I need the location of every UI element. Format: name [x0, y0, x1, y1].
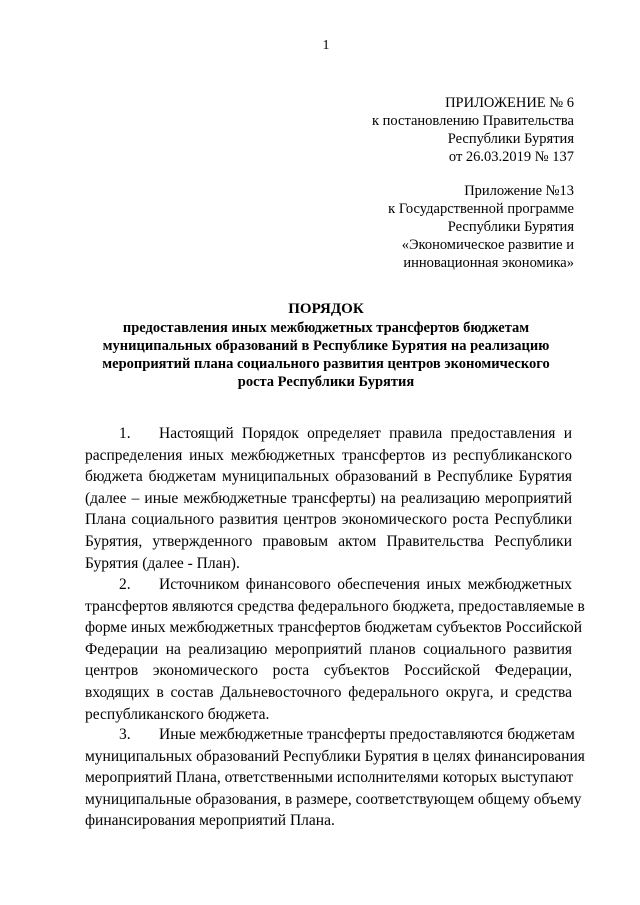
paragraph-line: республиканского бюджета.: [85, 705, 270, 723]
paragraph-number: 1.: [119, 425, 131, 442]
paragraph-line: бюджета бюджетам муниципальных образований в Республике Бурятия: [85, 468, 572, 486]
paragraph-line: распределения иных межбюджетных трансфертов из республиканского: [85, 446, 572, 464]
paragraph-line: форме иных межбюджетных трансфертов бюджетам субъектов Российской: [85, 619, 583, 637]
title-line: муниципальных образований в Республике Бурятия на реализацию: [102, 338, 550, 354]
paragraph-text: Источником финансового обеспечения иных межбюджетных: [159, 576, 572, 593]
paragraph-line: Плана социального развития центров экономического роста Республики: [85, 511, 572, 529]
paragraph-first-line: [85, 574, 572, 596]
title-line: роста Республики Бурятия: [237, 374, 415, 390]
paragraph-number: 3.: [119, 726, 131, 743]
paragraph-line: (далее – иные межбюджетные трансферты) на реализацию мероприятий: [85, 489, 572, 507]
appendix-13-header: [388, 182, 574, 272]
appendix-13-line: Республики Бурятия: [447, 219, 574, 235]
paragraph-line: муниципальные образования, в размере, соответствующем общему объему: [85, 790, 582, 808]
paragraph-first-line: [85, 724, 575, 746]
document-title: [98, 300, 554, 391]
paragraph-line: Федерации на реализацию мероприятий планов социального развития: [85, 640, 572, 658]
paragraph-2: [85, 574, 585, 725]
paragraph-line: муниципальных образований Республики Бурятия в целях финансирования: [85, 747, 585, 765]
paragraph-line: мероприятий Плана, ответственными исполнителями которых выступают: [85, 769, 574, 787]
appendix-6-line: ПРИЛОЖЕНИЕ № 6: [445, 95, 574, 111]
paragraph-line: трансфертов являются средства федерального бюджета, предоставляемые в: [85, 597, 585, 615]
paragraph-first-line: [85, 423, 572, 445]
paragraph-line: входящих в состав Дальневосточного федерального округа, и средства: [85, 683, 572, 701]
appendix-13-line: к Государственной программе: [388, 201, 574, 217]
paragraph-3: [85, 724, 585, 832]
title-line: предоставления иных межбюджетных трансфертов бюджетам: [122, 320, 530, 336]
appendix-6-line: к постановлению Правительства: [372, 113, 574, 129]
appendix-13-line: «Экономическое развитие и: [401, 237, 574, 253]
paragraph-text: Настоящий Порядок определяет правила предоставления и: [159, 425, 572, 442]
paragraph-number: 2.: [119, 576, 131, 593]
paragraph-text: Иные межбюджетные трансферты предоставляются бюджетам: [159, 726, 575, 743]
appendix-6-line: от 26.03.2019 № 137: [448, 149, 574, 165]
appendix-13-line: инновационная экономика»: [403, 255, 574, 271]
appendix-6-line: Республики Бурятия: [447, 131, 574, 147]
appendix-6-header: [372, 94, 574, 166]
paragraph-line: Бурятия, утвержденного правовым актом Правительства Республики: [85, 532, 572, 550]
paragraph-line: финансирования мероприятий Плана.: [85, 812, 335, 830]
page-number: 1: [322, 38, 330, 53]
paragraph-1: [85, 423, 572, 574]
paragraph-line: центров экономического роста субъектов Российской Федерации,: [85, 662, 572, 680]
paragraph-line: Бурятия (далее - План).: [85, 554, 240, 572]
title-main: ПОРЯДОК: [288, 301, 364, 317]
title-line: мероприятий плана социального развития центров экономического: [102, 356, 550, 372]
appendix-13-line: Приложение №13: [464, 183, 574, 199]
